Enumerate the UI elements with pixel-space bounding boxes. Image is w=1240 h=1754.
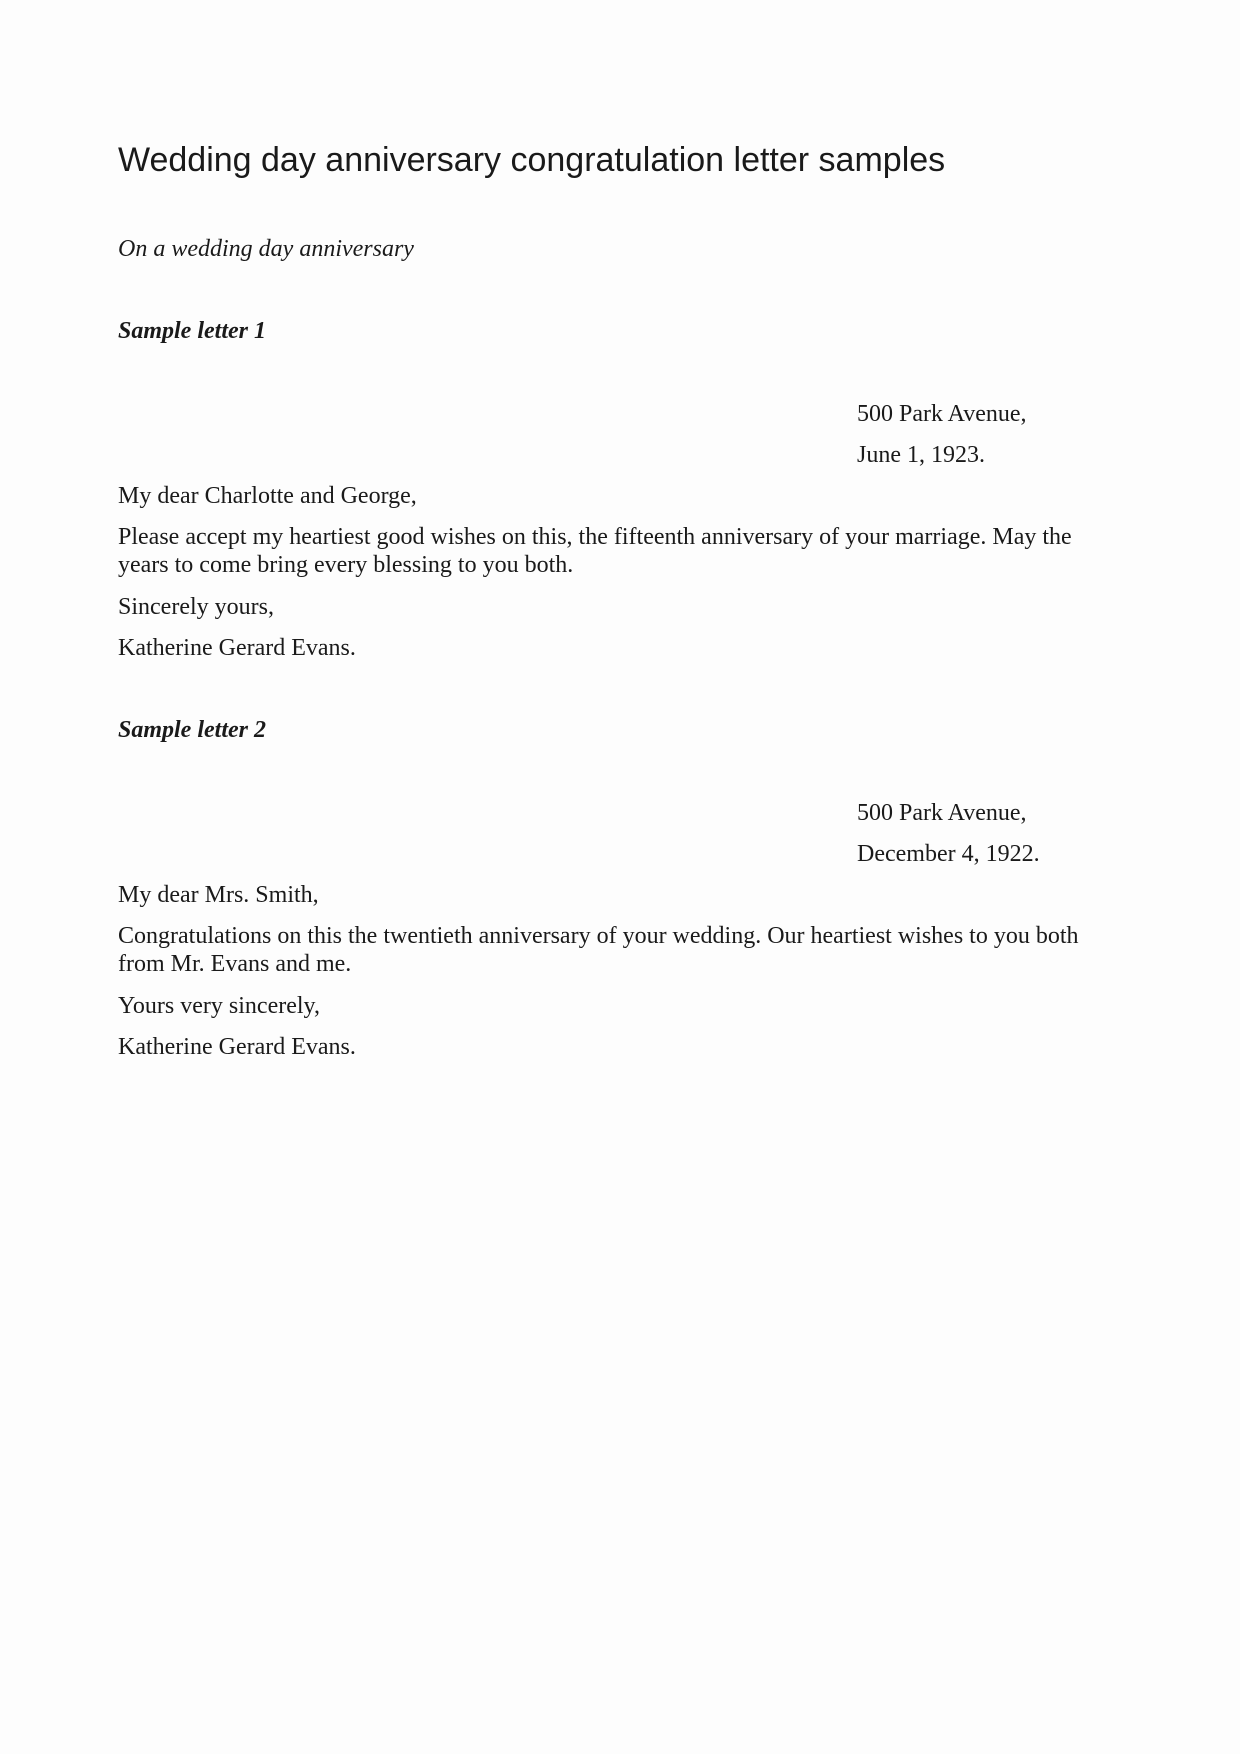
letter-heading: Sample letter 1 — [118, 318, 266, 344]
letter-closing: Yours very sincerely, — [118, 993, 320, 1019]
letter-signature: Katherine Gerard Evans. — [118, 635, 356, 661]
letter-heading: Sample letter 2 — [118, 717, 266, 743]
letter-body: Congratulations on this the twentieth anniversary of your wedding. Our heartiest wishes to you both from Mr. Evans and me. — [118, 923, 1079, 977]
page-subtitle: On a wedding day anniversary — [118, 236, 414, 262]
letter-body: Please accept my heartiest good wishes on this, the fifteenth anniversary of your marriage. May the years to come bring every blessing to you both. — [118, 524, 1072, 578]
letter-signature: Katherine Gerard Evans. — [118, 1034, 356, 1060]
letter-address: 500 Park Avenue, — [857, 800, 1027, 826]
letter-date: June 1, 1923. — [857, 442, 985, 468]
letter-closing: Sincerely yours, — [118, 594, 274, 620]
letter-salutation: My dear Charlotte and George, — [118, 483, 417, 509]
page-title: Wedding day anniversary congratulation letter samples — [118, 141, 946, 179]
letter-salutation: My dear Mrs. Smith, — [118, 882, 319, 908]
letter-date: December 4, 1922. — [857, 841, 1040, 867]
letter-address: 500 Park Avenue, — [857, 401, 1027, 427]
